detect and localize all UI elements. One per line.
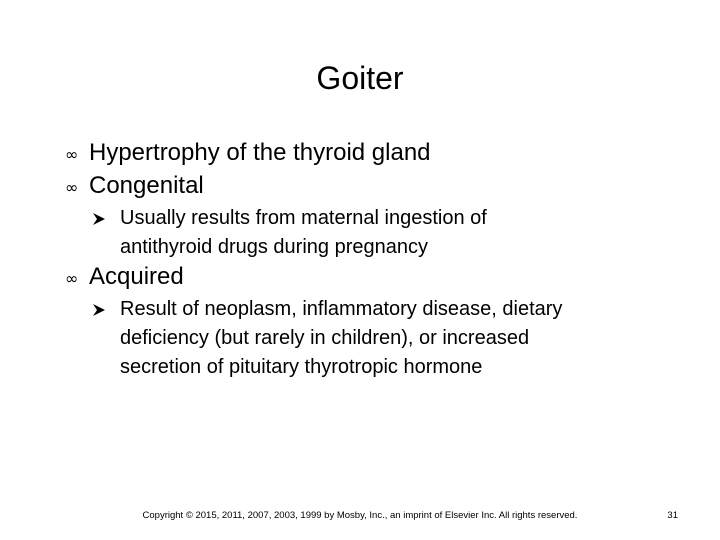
copyright-footer: Copyright © 2015, 2011, 2007, 2003, 1999 by Mosby, Inc., an imprint of Elsevier Inc. All rights reserved.: [142, 510, 578, 521]
sub-bullet-text: [120, 295, 562, 382]
bullet-text: Acquired: [89, 263, 184, 290]
slide-number: 31: [667, 510, 678, 521]
sub-bullet-text: [120, 204, 487, 262]
sub-bullet-item: [92, 295, 562, 382]
bullet-icon: ∞: [65, 178, 79, 197]
bullet-item: [65, 138, 431, 168]
sub-bullet-item: [92, 204, 487, 262]
arrow-icon: [92, 204, 120, 226]
sub-bullet-line: Result of neoplasm, inflammatory disease, dietary: [120, 298, 563, 320]
sub-bullet-line: Usually results from maternal ingestion of: [120, 207, 487, 229]
bullet-text: Congenital: [89, 172, 204, 199]
bullet-icon: ∞: [65, 269, 79, 288]
sub-bullet-line: deficiency (but rarely in children), or increased: [120, 327, 530, 349]
bullet-item: [65, 262, 184, 292]
sub-bullet-line: antithyroid drugs during pregnancy: [120, 236, 428, 258]
bullet-text: Hypertrophy of the thyroid gland: [89, 139, 431, 166]
bullet-icon: ∞: [65, 145, 79, 164]
slide-title: Goiter: [316, 60, 404, 96]
sub-bullet-line: secretion of pituitary thyrotropic hormone: [120, 356, 483, 378]
arrow-icon: [92, 295, 120, 317]
bullet-item: [65, 171, 204, 201]
